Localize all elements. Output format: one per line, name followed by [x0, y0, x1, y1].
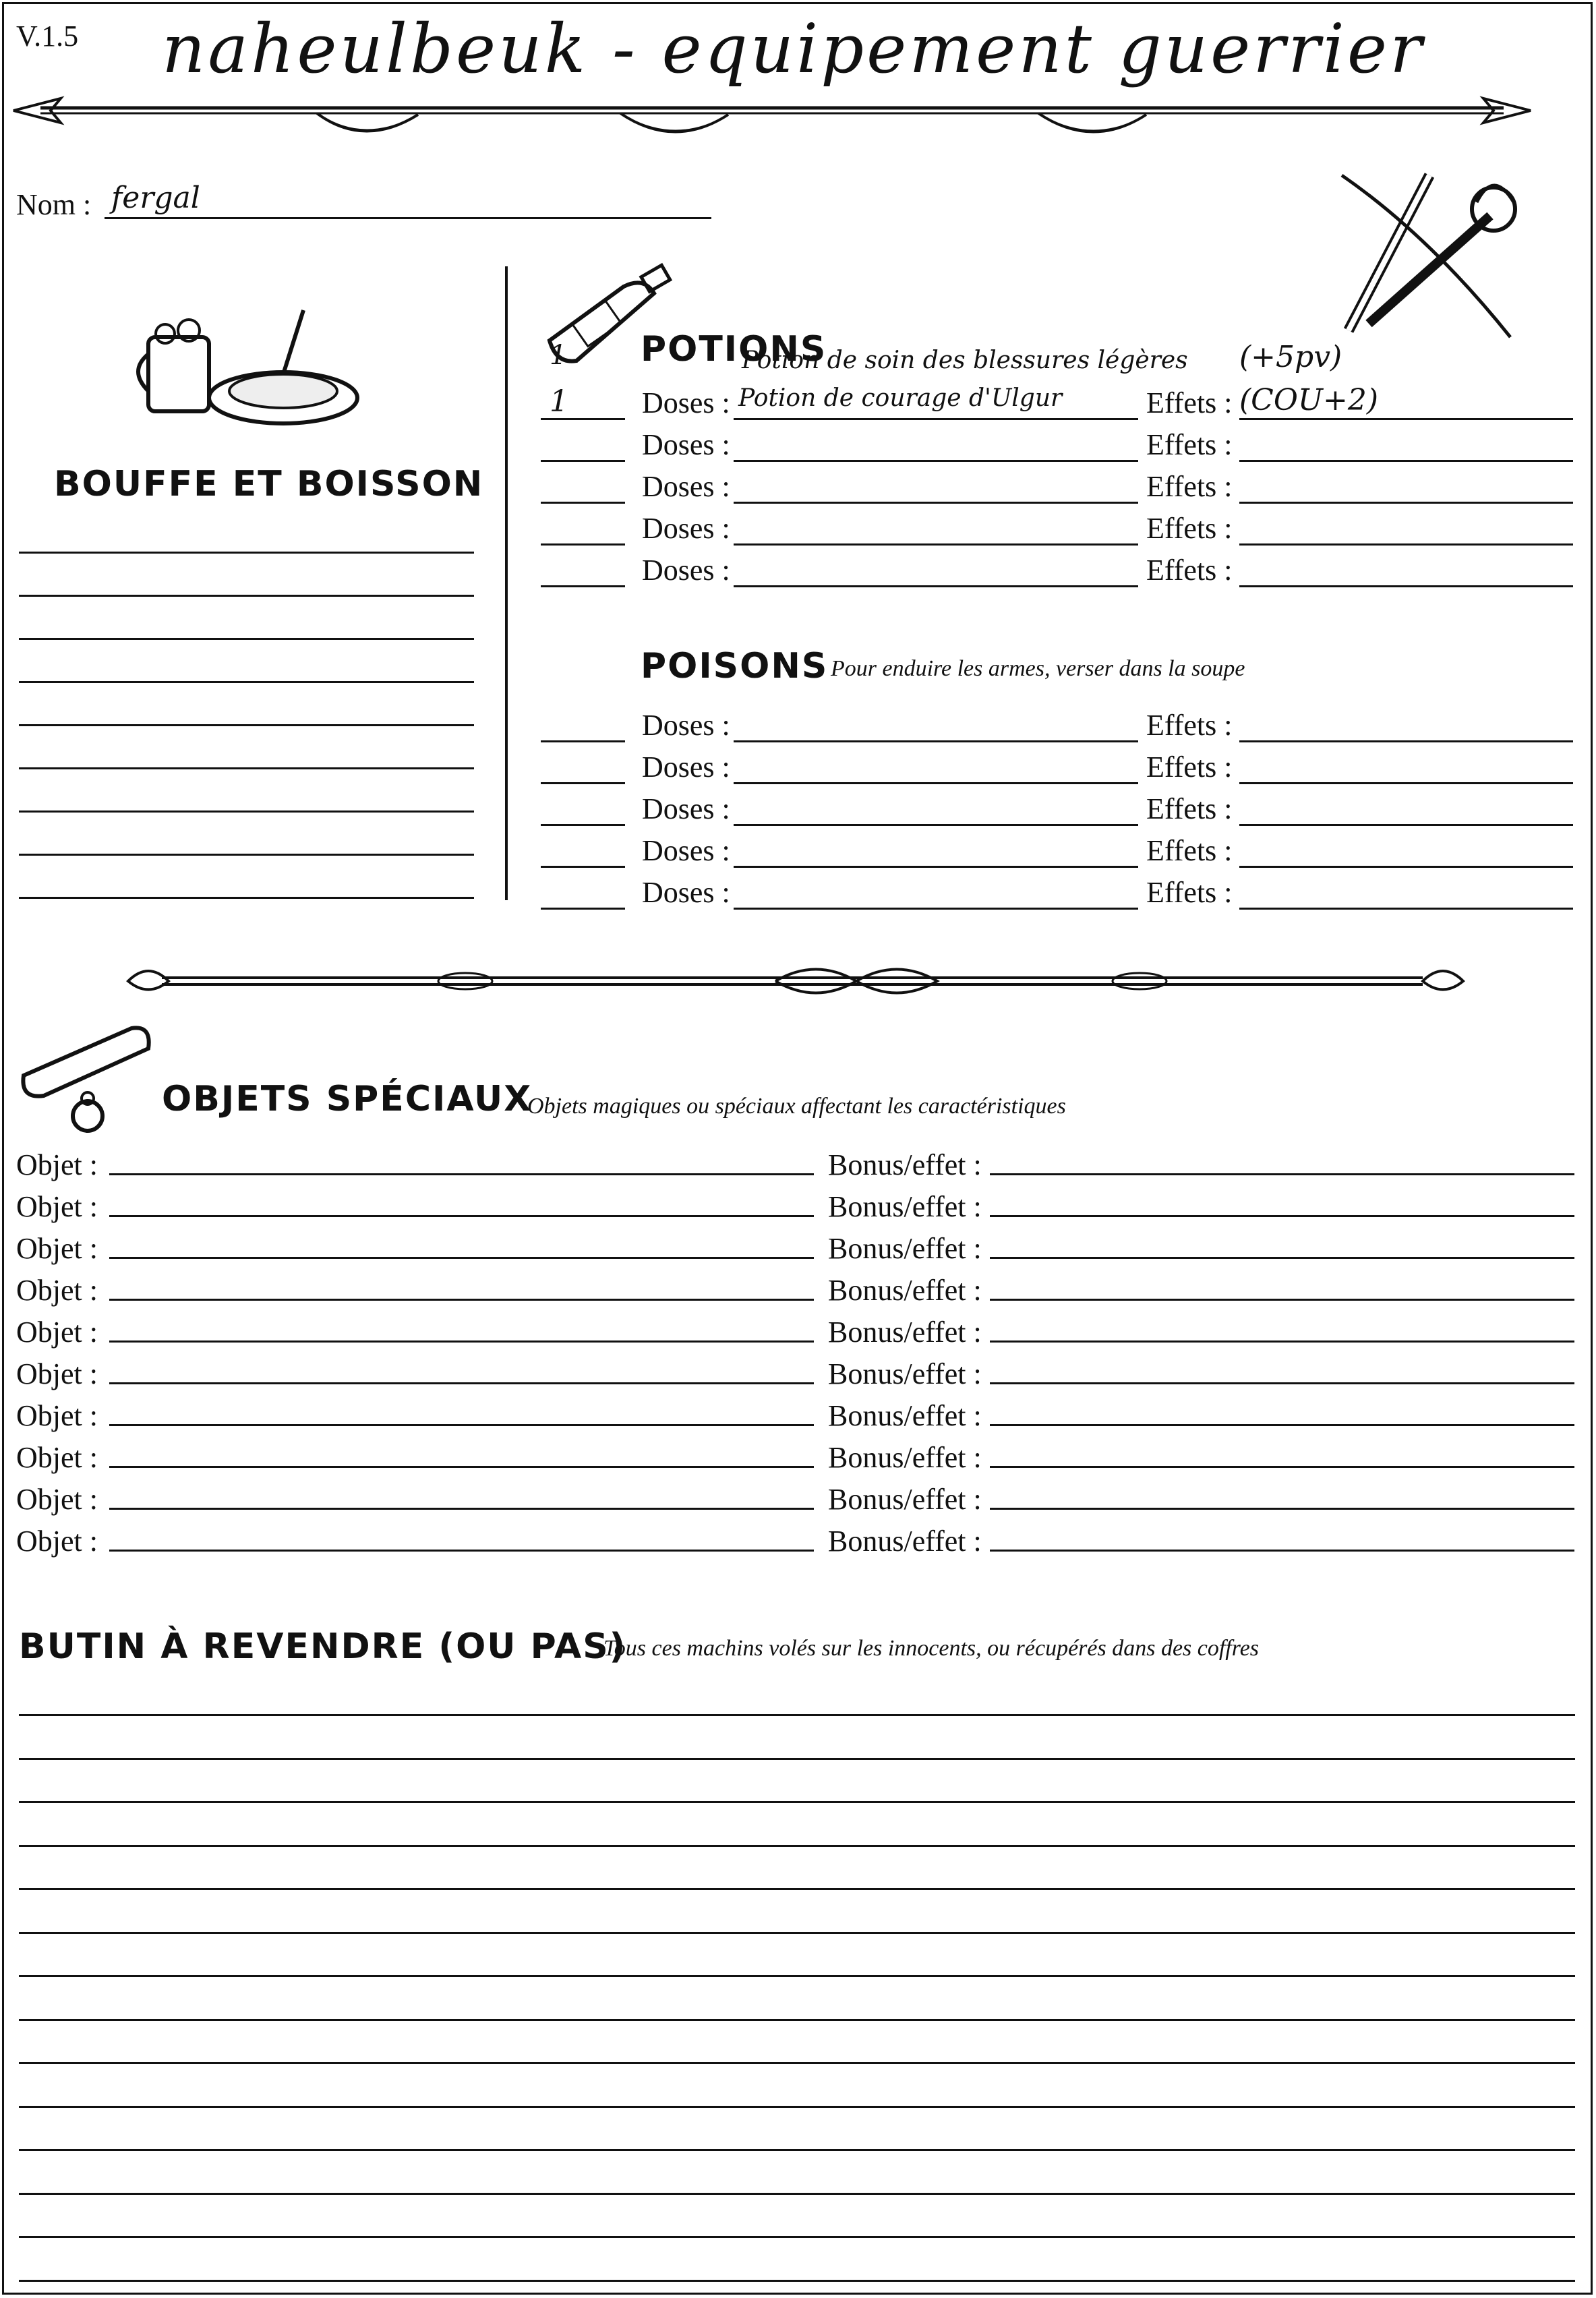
potion-name-value[interactable]: Potion de soin des blessures légères [742, 347, 1188, 374]
loot-line[interactable] [19, 2193, 1575, 2195]
loot-line[interactable] [19, 1758, 1575, 1760]
object-label: Objet : [16, 1399, 98, 1432]
poison-doses-label: Doses : [642, 876, 730, 909]
food-heading: BOUFFE ET BOISSON [54, 464, 484, 504]
loot-line[interactable] [19, 1845, 1575, 1847]
object-line[interactable] [109, 1257, 814, 1259]
potion-name-line[interactable] [734, 460, 1138, 462]
potion-qty-value[interactable]: 1 [550, 384, 568, 419]
poison-effects-label: Effets : [1146, 792, 1233, 825]
potion-doses-label: Doses : [642, 512, 730, 545]
bonus-label: Bonus/effet : [828, 1232, 982, 1265]
bonus-line[interactable] [990, 1382, 1574, 1384]
potion-effect-line[interactable] [1239, 585, 1573, 587]
bonus-line[interactable] [990, 1299, 1574, 1301]
bonus-label: Bonus/effet : [828, 1525, 982, 1558]
potion-qty-value[interactable]: 1 [550, 340, 567, 371]
potion-effect-line[interactable] [1239, 543, 1573, 546]
poison-effects-label: Effets : [1146, 709, 1233, 742]
potion-effects-label: Effets : [1146, 428, 1233, 461]
loot-line[interactable] [19, 1714, 1575, 1716]
potion-name-line[interactable] [734, 502, 1138, 504]
bonus-label: Bonus/effet : [828, 1190, 982, 1223]
bonus-line[interactable] [990, 1173, 1574, 1175]
special-objects-subtitle: Objets magiques ou spéciaux affectant les caractéristiques [527, 1094, 1066, 1119]
potion-effects-label: Effets : [1146, 512, 1233, 545]
object-line[interactable] [109, 1173, 814, 1175]
poison-effects-label: Effets : [1146, 876, 1233, 909]
loot-line[interactable] [19, 2236, 1575, 2238]
object-label: Objet : [16, 1525, 98, 1558]
food-line[interactable] [19, 854, 474, 856]
potion-qty-line[interactable] [541, 460, 625, 462]
poison-name-line[interactable] [734, 908, 1138, 910]
poison-qty-line[interactable] [541, 740, 625, 742]
object-label: Objet : [16, 1190, 98, 1223]
potion-effect-value[interactable]: (+5pv) [1239, 340, 1342, 374]
potion-effect-line[interactable] [1239, 502, 1573, 504]
loot-line[interactable] [19, 2106, 1575, 2108]
column-divider [505, 266, 508, 900]
poison-doses-label: Doses : [642, 834, 730, 867]
loot-line[interactable] [19, 2062, 1575, 2064]
bonus-line[interactable] [990, 1257, 1574, 1259]
object-label: Objet : [16, 1148, 98, 1181]
object-line[interactable] [109, 1424, 814, 1426]
poison-effect-line[interactable] [1239, 824, 1573, 826]
page-title: naheulbeuk - equipement guerrier [162, 9, 1425, 88]
poison-name-line[interactable] [734, 866, 1138, 868]
name-label: Nom : [16, 188, 92, 221]
poison-effect-line[interactable] [1239, 740, 1573, 742]
object-line[interactable] [109, 1382, 814, 1384]
loot-line[interactable] [19, 2149, 1575, 2151]
potion-doses-label: Doses : [642, 470, 730, 503]
version-label: V.1.5 [16, 20, 79, 53]
potion-name-value[interactable]: Potion de courage d'Ulgur [738, 384, 1063, 412]
potion-effects-label: Effets : [1146, 470, 1233, 503]
bonus-label: Bonus/effet : [828, 1483, 982, 1516]
poison-name-line[interactable] [734, 740, 1138, 742]
potion-qty-line[interactable] [541, 543, 625, 546]
poison-name-line[interactable] [734, 824, 1138, 826]
name-line [105, 217, 711, 219]
loot-heading: BUTIN À REVENDRE (OU PAS) [19, 1626, 627, 1667]
poisons-heading: POISONS [641, 646, 829, 686]
potion-doses-label: Doses : [642, 386, 730, 419]
potion-effects-label: Effets : [1146, 386, 1233, 419]
bonus-label: Bonus/effet : [828, 1399, 982, 1432]
food-line[interactable] [19, 681, 474, 683]
bonus-label: Bonus/effet : [828, 1441, 982, 1474]
object-line[interactable] [109, 1508, 814, 1510]
loot-line[interactable] [19, 1888, 1575, 1890]
object-label: Objet : [16, 1483, 98, 1516]
scroll-ring-icon [17, 1015, 158, 1140]
bonus-line[interactable] [990, 1340, 1574, 1343]
loot-line[interactable] [19, 1801, 1575, 1803]
potion-doses-label: Doses : [642, 554, 730, 587]
object-line[interactable] [109, 1299, 814, 1301]
object-label: Objet : [16, 1357, 98, 1390]
potions-heading: POTIONS [641, 329, 827, 370]
potion-name-line[interactable] [734, 585, 1138, 587]
loot-line[interactable] [19, 2019, 1575, 2021]
object-label: Objet : [16, 1316, 98, 1349]
poison-effect-line[interactable] [1239, 908, 1573, 910]
bonus-line[interactable] [990, 1508, 1574, 1510]
potion-qty-line[interactable] [541, 502, 625, 504]
poison-qty-line[interactable] [541, 866, 625, 868]
object-line[interactable] [109, 1550, 814, 1552]
special-objects-heading: OBJETS SPÉCIAUX [162, 1079, 533, 1119]
poison-doses-label: Doses : [642, 792, 730, 825]
bonus-line[interactable] [990, 1466, 1574, 1468]
poison-effects-label: Effets : [1146, 750, 1233, 784]
loot-line[interactable] [19, 1932, 1575, 1934]
object-line[interactable] [109, 1466, 814, 1468]
food-line[interactable] [19, 811, 474, 813]
bonus-line[interactable] [990, 1550, 1574, 1552]
potion-effects-label: Effets : [1146, 554, 1233, 587]
potion-doses-label: Doses : [642, 428, 730, 461]
potion-effect-line[interactable] [1239, 418, 1573, 420]
poison-name-line[interactable] [734, 782, 1138, 784]
object-label: Objet : [16, 1232, 98, 1265]
food-line[interactable] [19, 552, 474, 554]
loot-line[interactable] [19, 2280, 1575, 2282]
crossed-weapons-icon [1328, 155, 1531, 344]
potion-name-line[interactable] [734, 543, 1138, 546]
bonus-line[interactable] [990, 1424, 1574, 1426]
object-label: Objet : [16, 1441, 98, 1474]
food-line[interactable] [19, 638, 474, 640]
poison-doses-label: Doses : [642, 709, 730, 742]
poisons-subtitle: Pour enduire les armes, verser dans la soupe [831, 656, 1245, 681]
poison-doses-label: Doses : [642, 750, 730, 784]
food-tankard-icon [135, 297, 364, 432]
spear-divider-icon [13, 88, 1531, 148]
poison-qty-line[interactable] [541, 782, 625, 784]
bonus-line[interactable] [990, 1215, 1574, 1217]
poison-qty-line[interactable] [541, 908, 625, 910]
potion-name-line[interactable] [734, 418, 1138, 420]
food-line[interactable] [19, 767, 474, 769]
object-label: Objet : [16, 1274, 98, 1307]
food-line[interactable] [19, 595, 474, 597]
potion-qty-line[interactable] [541, 585, 625, 587]
bonus-label: Bonus/effet : [828, 1274, 982, 1307]
potion-effect-line[interactable] [1239, 460, 1573, 462]
poison-effect-line[interactable] [1239, 782, 1573, 784]
object-line[interactable] [109, 1215, 814, 1217]
bonus-label: Bonus/effet : [828, 1148, 982, 1181]
food-line[interactable] [19, 724, 474, 726]
bonus-label: Bonus/effet : [828, 1316, 982, 1349]
poison-qty-line[interactable] [541, 824, 625, 826]
object-line[interactable] [109, 1340, 814, 1343]
loot-line[interactable] [19, 1975, 1575, 1977]
name-value[interactable]: fergal [111, 181, 200, 215]
poison-effect-line[interactable] [1239, 866, 1573, 868]
bonus-label: Bonus/effet : [828, 1357, 982, 1390]
potion-effect-value[interactable]: (COU+2) [1239, 383, 1379, 417]
poison-effects-label: Effets : [1146, 834, 1233, 867]
loot-subtitle: Tous ces machins volés sur les innocents, ou récupérés dans des coffres [603, 1636, 1260, 1661]
food-line[interactable] [19, 897, 474, 899]
staff-divider-icon [128, 958, 1463, 1005]
